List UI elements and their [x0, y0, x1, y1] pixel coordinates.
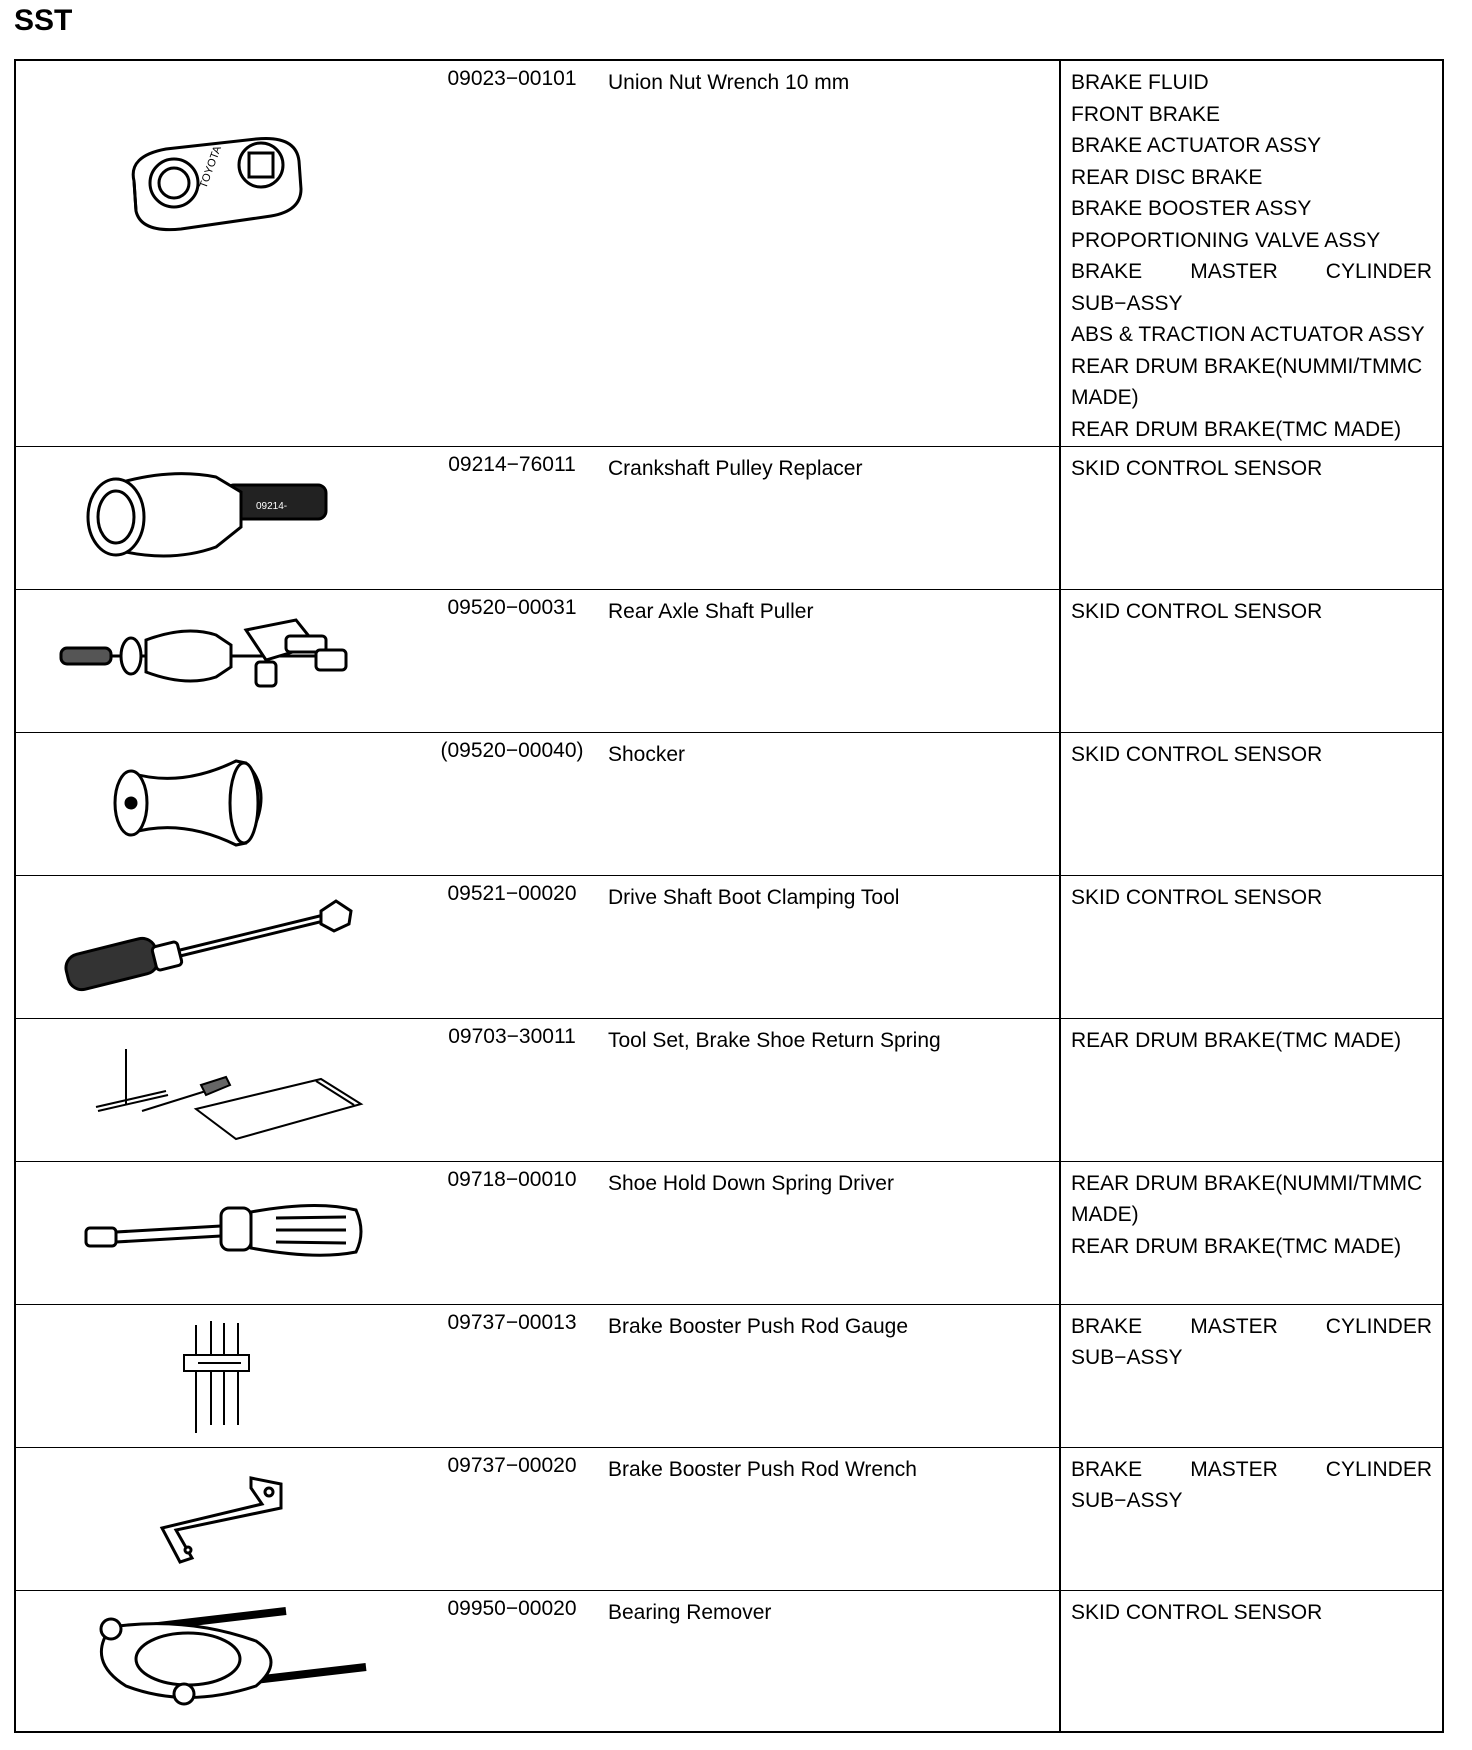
- part-number: 09737−00013: [426, 1304, 598, 1447]
- usage-cell: [1060, 1304, 1443, 1447]
- tool-name: Brake Booster Push Rod Gauge: [598, 1304, 1060, 1447]
- part-number: 09703−30011: [426, 1018, 598, 1161]
- axle-shaft-puller-icon: [16, 590, 426, 733]
- usage-item: FRONT BRAKE: [1071, 102, 1220, 126]
- usage-cell: [1060, 60, 1443, 446]
- usage-item: PROPORTIONING VALVE ASSY: [1071, 228, 1381, 252]
- usage-item: SKID CONTROL SENSOR: [1071, 742, 1323, 766]
- usage-cell: [1060, 875, 1443, 1018]
- usage-item: REAR DRUM BRAKE(TMC MADE): [1071, 1028, 1402, 1052]
- tool-image-cell: [15, 1590, 426, 1732]
- usage-cell: [1060, 1018, 1443, 1161]
- table-row: [15, 446, 1443, 589]
- part-number: 09023−00101: [426, 60, 598, 446]
- tool-image-cell: [15, 1447, 426, 1590]
- table-row: [15, 60, 1443, 446]
- usage-item: SKID CONTROL SENSOR: [1071, 1600, 1323, 1624]
- usage-item: MADE): [1071, 1203, 1139, 1226]
- usage-item: SUB−ASSY: [1071, 1489, 1183, 1512]
- table-row: [15, 1447, 1443, 1590]
- tool-image-cell: [15, 1304, 426, 1447]
- usage-item: REAR DRUM BRAKE(NUMMI/TMMC: [1071, 354, 1423, 378]
- part-number: 09737−00020: [426, 1447, 598, 1590]
- part-number: 09521−00020: [426, 875, 598, 1018]
- tool-name: Drive Shaft Boot Clamping Tool: [598, 875, 1060, 1018]
- table-row: [15, 1304, 1443, 1447]
- tool-image-cell: [15, 60, 426, 446]
- tool-name: Union Nut Wrench 10 mm: [598, 60, 1060, 446]
- usage-item: BRAKE ACTUATOR ASSY: [1071, 134, 1322, 157]
- usage-cell: [1060, 589, 1443, 732]
- tool-image-cell: [15, 732, 426, 875]
- pulley-replacer-icon: [16, 447, 426, 590]
- part-number: (09520−00040): [426, 732, 598, 875]
- union-nut-wrench-icon: [16, 61, 426, 447]
- usage-item: REAR DRUM BRAKE(NUMMI/TMMC: [1071, 1171, 1423, 1195]
- page-title: SST: [14, 4, 73, 37]
- usage-item: ABS & TRACTION ACTUATOR ASSY: [1071, 323, 1425, 346]
- usage-cell: [1060, 732, 1443, 875]
- tool-image-cell: [15, 1161, 426, 1304]
- usage-cell: [1060, 446, 1443, 589]
- tool-image-cell: [15, 589, 426, 732]
- usage-cell: [1060, 1161, 1443, 1304]
- part-number: 09950−00020: [426, 1590, 598, 1732]
- usage-item: SKID CONTROL SENSOR: [1071, 456, 1323, 480]
- usage-item: BRAKE MASTER CYLINDER: [1071, 1457, 1432, 1481]
- usage-item: REAR DRUM BRAKE(TMC MADE): [1071, 1234, 1402, 1258]
- tool-name: Crankshaft Pulley Replacer: [598, 446, 1060, 589]
- tool-name: Shoe Hold Down Spring Driver: [598, 1161, 1060, 1304]
- return-spring-tool-set-icon: [16, 1019, 426, 1162]
- part-number: 09214−76011: [426, 446, 598, 589]
- usage-item: SKID CONTROL SENSOR: [1071, 599, 1323, 623]
- tool-name: Bearing Remover: [598, 1590, 1060, 1732]
- push-rod-gauge-icon: [16, 1305, 426, 1448]
- table-row: [15, 589, 1443, 732]
- usage-cell: [1060, 1447, 1443, 1590]
- tool-name: Tool Set, Brake Shoe Return Spring: [598, 1018, 1060, 1161]
- tool-image-cell: [15, 875, 426, 1018]
- part-number: 09520−00031: [426, 589, 598, 732]
- spring-driver-icon: [16, 1162, 426, 1305]
- usage-item: SUB−ASSY: [1071, 291, 1183, 315]
- tool-image-cell: [15, 446, 426, 589]
- tool-name: Rear Axle Shaft Puller: [598, 589, 1060, 732]
- table-row: [15, 1161, 1443, 1304]
- table-row: [15, 875, 1443, 1018]
- usage-item: BRAKE FLUID: [1071, 71, 1209, 94]
- bearing-remover-icon: [16, 1591, 426, 1733]
- sst-table: [14, 59, 1444, 1733]
- part-number: 09718−00010: [426, 1161, 598, 1304]
- tool-name: Brake Booster Push Rod Wrench: [598, 1447, 1060, 1590]
- usage-item: REAR DISC BRAKE: [1071, 165, 1263, 189]
- usage-item: BRAKE MASTER CYLINDER: [1071, 1314, 1432, 1338]
- usage-item: BRAKE MASTER CYLINDER: [1071, 260, 1432, 283]
- shocker-icon: [16, 733, 426, 876]
- table-row: [15, 1590, 1443, 1732]
- usage-item: SKID CONTROL SENSOR: [1071, 885, 1323, 909]
- svg-text:TOYOTA: TOYOTA: [197, 144, 224, 191]
- usage-item: BRAKE BOOSTER ASSY: [1071, 197, 1312, 220]
- svg-text:09214-: 09214-: [256, 500, 288, 512]
- usage-item: REAR DRUM BRAKE(TMC MADE): [1071, 417, 1402, 441]
- boot-clamping-tool-icon: [16, 876, 426, 1019]
- usage-item: SUB−ASSY: [1071, 1346, 1183, 1369]
- usage-cell: [1060, 1590, 1443, 1732]
- usage-item: MADE): [1071, 386, 1139, 409]
- push-rod-wrench-icon: [16, 1448, 426, 1591]
- table-row: [15, 732, 1443, 875]
- tool-image-cell: [15, 1018, 426, 1161]
- tool-name: Shocker: [598, 732, 1060, 875]
- table-row: [15, 1018, 1443, 1161]
